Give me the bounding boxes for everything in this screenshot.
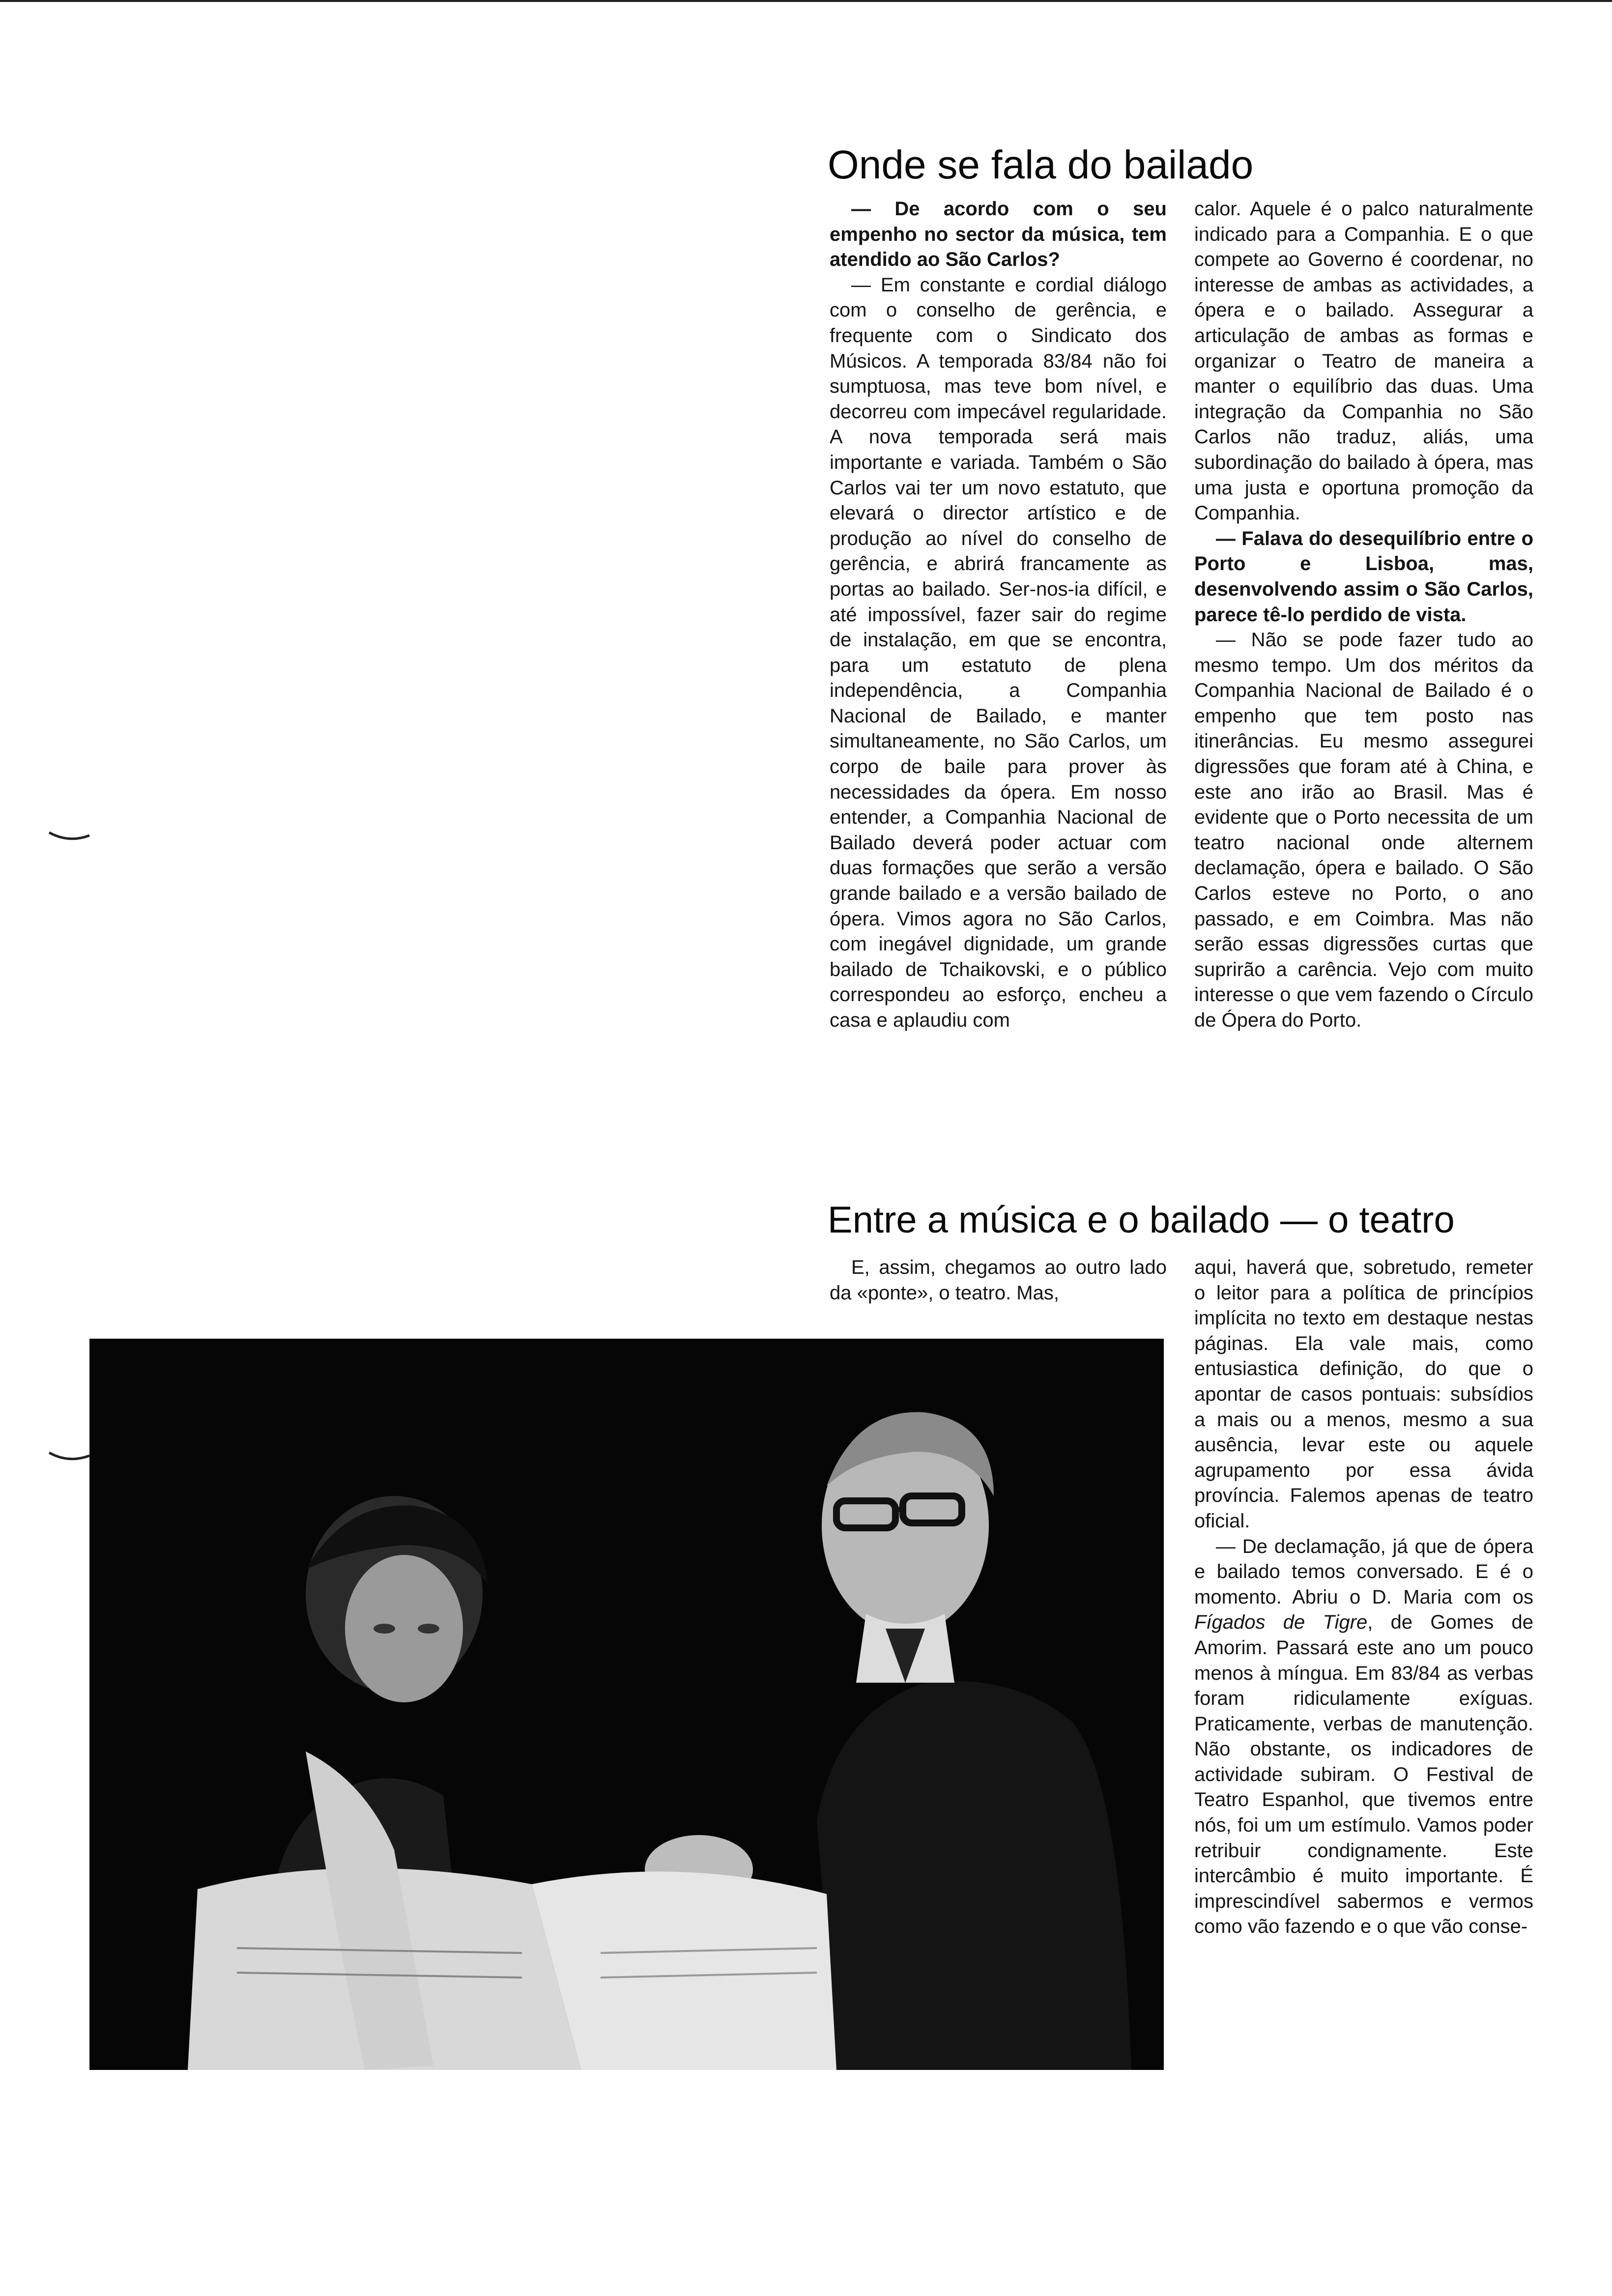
section-heading-bailado: Onde se fala do bailado xyxy=(828,143,1254,187)
scan-mark-upper xyxy=(47,831,91,843)
scan-mark-lower xyxy=(47,1451,91,1464)
play-title: Fígados de Tigre xyxy=(1194,1611,1368,1634)
column-bailado-right xyxy=(1194,197,1533,1033)
answer-teatro-part1: — De declamação, já que de ópera e bailado temos conversado. E é o momento. Abriu o D. Maria com os xyxy=(1194,1535,1533,1608)
column-teatro-left xyxy=(830,1255,1167,1306)
top-border-line xyxy=(0,0,1612,2)
answer-teatro-part2: , de Gomes de Amorim. Passará este ano um pouco menos à míngua. Em 83/84 as verbas foram ridiculamente exíguas. Praticamente, verbas de manutenção. Não obstante, os indicadores de actividade subiram. O Festival de Teatro Espanhol, que tivemos entre nós, foi um um estímulo. Vamos poder retribuir condignamente. Este intercâmbio é muito importante. É imprescindível sabermos e vermos como vão fazendo e o que vão conse- xyxy=(1194,1611,1534,1938)
question-porto-lisboa: — Falava do desequilíbrio entre o Porto e Lisboa, mas, desenvolvendo assim o São Carlos, parece tê-lo perdido de vista. xyxy=(1194,527,1533,626)
intro-teatro: E, assim, chegamos ao outro lado da «ponte», o teatro. Mas, xyxy=(830,1257,1167,1304)
news-photo-illustration xyxy=(89,1339,1164,2070)
answer-saocarlos: — Em constante e cordial diálogo com o conselho de gerência, e frequente com o Sindicato dos Músicos. A temporada 83/84 não foi sumptuosa, mas teve bom nível, e decorreu com impecável regularidade. A nova temporada será mais importante e variada. Também o São Carlos vai ter um novo estatuto, que elevará o director artístico e de produção ao nível do conselho de gerência, e abrirá francamente as portas ao bailado. Ser-nos-ia difícil, e até impossível, fazer sair do regime de instalação, em que se encontra, para um estatuto de plena independência, a Companhia Nacional de Bailado, e manter simultaneamente, no São Carlos, um corpo de baile para prover às necessidades da ópera. Em nosso entender, a Companhia Nacional de Bailado deverá poder actuar com duas formações que serão a versão grande bailado e a versão bailado de ópera. Vimos agora no São Carlos, com inegável dignidade, um grande bailado de Tchaikovski, e o público correspondeu ao esforço, encheu a casa e aplaudiu com xyxy=(830,274,1167,1031)
section-heading-teatro: Entre a música e o bailado — o teatro xyxy=(828,1199,1455,1241)
column-teatro-right xyxy=(1194,1255,1533,1940)
news-photo xyxy=(89,1339,1164,2070)
answer-porto-lisboa: — Não se pode fazer tudo ao mesmo tempo. Um dos méritos da Companhia Nacional de Bailado é o empenho que tem posto nas itinerâncias. Eu mesmo assegurei digressões que foram até à China, e este ano irão ao Brasil. Mas é evidente que o Porto necessita de um teatro nacional onde alternem declamação, ópera e bailado. O São Carlos esteve no Porto, o ano passado, e em Coimbra. Mas não serão essas digressões curtas que suprirão a carência. Vejo com muito interesse o que vem fazendo o Círculo de Ópera do Porto. xyxy=(1194,629,1533,1031)
answer-teatro xyxy=(1194,1534,1533,1940)
question-saocarlos: — De acordo com o seu empenho no sector da música, tem atendido ao São Carlos? xyxy=(830,198,1167,271)
intro-teatro-continued: aqui, haverá que, sobretudo, remeter o leitor para a política de princípios implícita no texto em destaque nestas páginas. Ela vale mais, como entusiastica definição, do que o apontar de casos pontuais: subsídios a mais ou a menos, mesmo a sua ausência, levar este ou aquele agrupamento por essa ávida província. Falemos apenas de teatro oficial. xyxy=(1194,1257,1533,1532)
column-bailado-left xyxy=(830,197,1167,1033)
answer-saocarlos-continued: calor. Aquele é o palco naturalmente indicado para a Companhia. E o que compete ao Governo é coordenar, no interesse de ambas as actividades, a ópera e o bailado. Assegurar a articulação de ambas as formas e organizar o Teatro de maneira a manter o equilíbrio das duas. Uma integração da Companhia no São Carlos não traduz, aliás, uma subordinação do bailado à ópera, mas uma justa e oportuna promoção da Companhia. xyxy=(1194,198,1533,524)
